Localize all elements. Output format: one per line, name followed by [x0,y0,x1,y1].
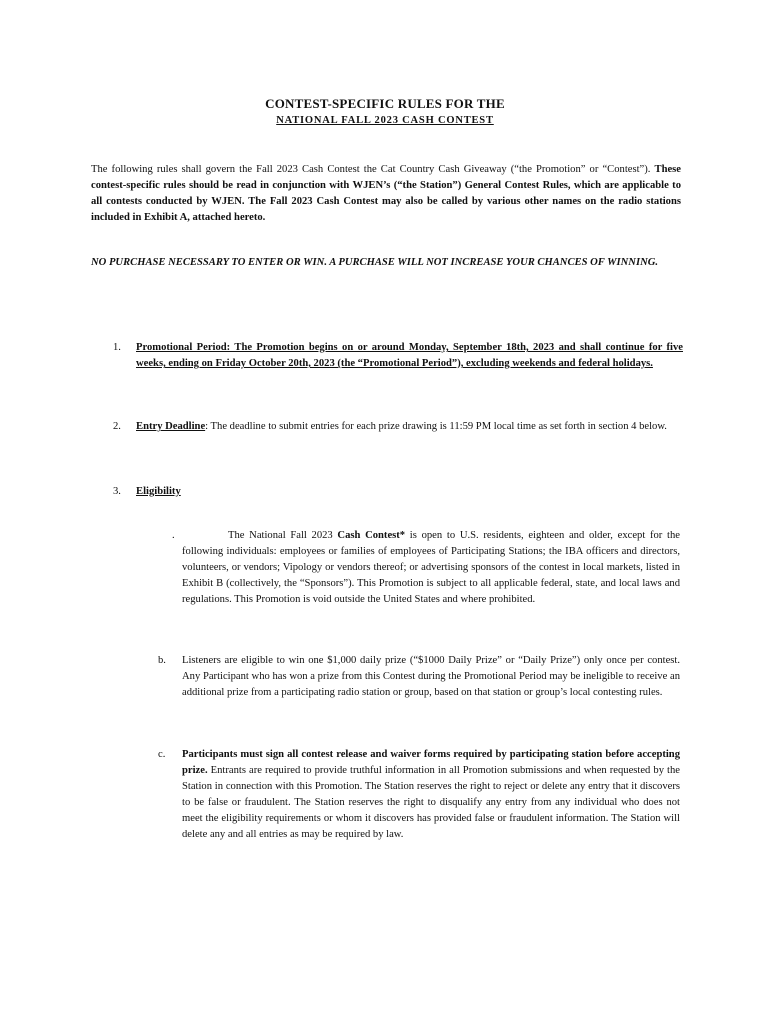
section-number: 2. [113,421,121,432]
entry-deadline-text: : The deadline to submit entries for each prize drawing is 11:59 PM local time as set forth in section 4 below. [205,421,667,432]
document-subtitle: NATIONAL FALL 2023 CASH CONTEST [276,115,494,126]
subsection-a [150,528,680,608]
subsection-a-bold: Cash Contest* [337,530,406,541]
subsection-c-text: Entrants are required to provide truthful information in all Promotion submissions and when requested by the Station in connection with this Promotion. The Station reserves the right to reject or delete any entry that it discovers to be false or fraudulent. The Station reserves the right to disqualify any entry from any individual who does not meet the eligibility requirements or whom it discovers has provided false or fraudulent information. The Station will delete any and all entries as may be required by law. [182,765,680,840]
entry-deadline-heading: Entry Deadline [136,421,206,432]
subsection-a-text: is open to U.S. residents, eighteen and older, except for the following individuals: employees or families of employees of Participating Stations; the IBA officers and directors, volunteers, or vendors; Vipology or vendors thereof; or advertising sponsors of the contest in local markets, listed in Exhibit B (collectively, the “Sponsors”). This Promotion is subject to all applicable federal, state, and local laws and regulations. This Promotion is void outside the United States and where prohibited. [182,530,680,605]
section-eligibility [113,484,683,500]
subsection-b-text: Listeners are eligible to win one $1,000 daily prize (“$1000 Daily Prize” or “Daily Prize”) only once per contest. Any Participant who has won a prize from this Contest during the Promotional Period may be ineligible to receive an additional prize from a participating radio station or group, based on that station or group’s local contesting rules. [182,655,680,698]
subsection-c-bold: Participants must sign all contest release and waiver forms required by participating station before accepting prize. [182,749,680,776]
subsection-b [150,653,680,701]
subsection-letter: . [172,530,175,541]
section-number: 3. [113,486,121,497]
no-purchase-notice: NO PURCHASE NECESSARY TO ENTER OR WIN. A PURCHASE WILL NOT INCREASE YOUR CHANCES OF WINNING. [91,257,659,268]
intro-paragraph [91,162,681,226]
intro-bold-text: These contest-specific rules should be read in conjunction with WJEN’s (“the Station”) General Contest Rules, which are applicable to all contests conducted by WJEN. The Fall 2023 Cash Contest may also be called by various other names on the radio stations included in Exhibit A, attached hereto. [91,164,681,223]
eligibility-heading: Eligibility [136,486,181,497]
subsection-a-lead: The National Fall 2023 [228,530,338,541]
section-number: 1. [113,342,121,353]
subsection-letter: c. [158,749,166,760]
section-entry-deadline [113,419,683,435]
intro-plain-text: The following rules shall govern the Fall 2023 Cash Contest the Cat Country Cash Giveaway (“the Promotion” or “Contest”). [91,164,655,175]
document-title: CONTEST-SPECIFIC RULES FOR THE [265,96,505,111]
section-promotional-period [113,340,683,372]
subsection-c [150,747,680,843]
promotional-period-text: Promotional Period: The Promotion begins on or around Monday, September 18th, 2023 and shall continue for five weeks, ending on Friday October 20th, 2023 (the “Promotional Period”), excluding weekends and federal holidays. [136,342,683,369]
subsection-letter: b. [158,655,166,666]
